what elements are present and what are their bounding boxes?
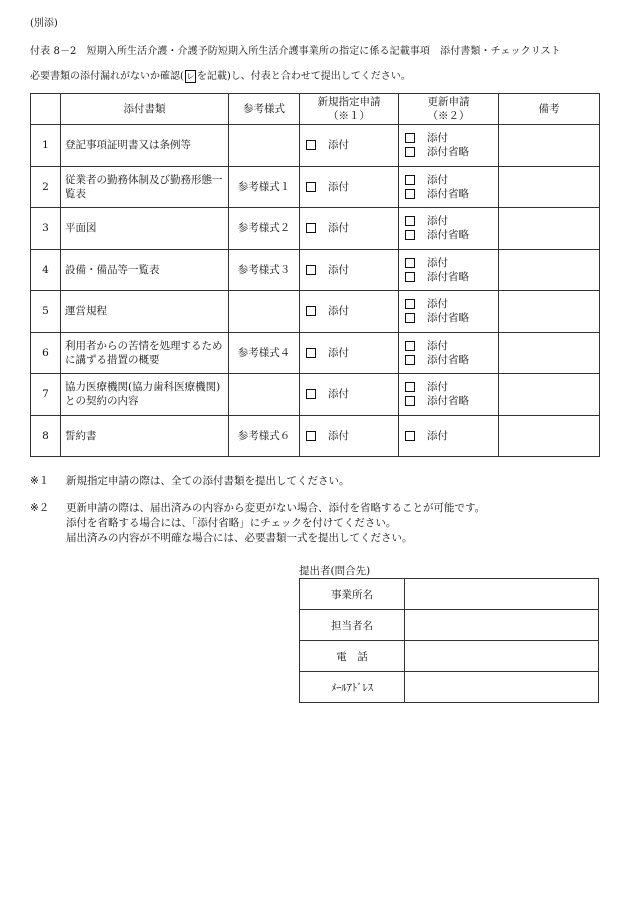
header-new-application xyxy=(300,94,399,125)
checkbox-icon[interactable] xyxy=(405,175,415,185)
row-number: 8 xyxy=(31,415,61,457)
new-option-label: 添付 xyxy=(328,222,349,235)
new-application-cell xyxy=(300,291,399,333)
renew-option-label: 添付 xyxy=(427,298,448,311)
renew-checkbox-row[interactable] xyxy=(403,353,494,367)
row-number: 5 xyxy=(31,291,61,333)
reference-form: 参考様式２ xyxy=(229,208,300,250)
renew-option-label: 添付 xyxy=(427,339,448,352)
note-line: 添付を省略する場合には、「添付省略」にチェックを付けてください。 xyxy=(66,517,397,529)
note-body xyxy=(66,501,485,546)
renew-option-label: 添付 xyxy=(427,429,448,442)
checkbox-icon[interactable] xyxy=(405,133,415,143)
checkbox-icon[interactable] xyxy=(405,272,415,282)
new-application-cell xyxy=(300,332,399,374)
reference-form: 参考様式６ xyxy=(229,415,300,457)
checkbox-icon[interactable] xyxy=(405,258,415,268)
reference-form xyxy=(229,125,300,167)
check-mark-sample: レ xyxy=(186,72,195,81)
renew-checkbox-row[interactable] xyxy=(403,311,494,325)
checkbox-icon[interactable] xyxy=(405,313,415,323)
table-row xyxy=(31,166,600,208)
header-new-line2: （※１） xyxy=(328,110,370,122)
new-option-label: 添付 xyxy=(328,263,349,276)
new-checkbox-row[interactable] xyxy=(304,304,394,318)
renew-option-label: 添付省略 xyxy=(427,395,469,408)
table-row xyxy=(31,208,600,250)
remarks-cell[interactable] xyxy=(499,249,600,291)
renew-option-label: 添付省略 xyxy=(427,146,469,159)
remarks-cell[interactable] xyxy=(499,415,600,457)
renew-checkbox-row[interactable] xyxy=(403,173,494,187)
row-number: 2 xyxy=(31,166,61,208)
renew-option-label: 添付 xyxy=(427,256,448,269)
submitter-label: 提出者(問合先) xyxy=(299,565,371,577)
checkbox-icon[interactable] xyxy=(405,396,415,406)
submitter-row xyxy=(300,641,599,672)
renew-checkbox-row[interactable] xyxy=(403,339,494,353)
renewal-cell xyxy=(399,125,499,167)
checkbox-icon[interactable] xyxy=(405,230,415,240)
submitter-row xyxy=(300,610,599,641)
document-name: 運営規程 xyxy=(61,291,229,333)
header-renew-line2: （※２） xyxy=(427,110,470,122)
renewal-cell xyxy=(399,166,499,208)
checkbox-icon[interactable] xyxy=(306,223,316,233)
new-option-label: 添付 xyxy=(328,305,349,318)
renew-checkbox-row[interactable] xyxy=(403,380,494,394)
note-mark: ※２ xyxy=(30,502,50,514)
new-application-cell xyxy=(300,125,399,167)
note-line: 届出済みの内容が不明確な場合には、必要書類一式を提出してください。 xyxy=(66,532,413,544)
new-option-label: 添付 xyxy=(328,388,349,401)
header-document: 添付書類 xyxy=(61,94,229,125)
header-remarks: 備考 xyxy=(499,94,600,125)
renew-checkbox-row[interactable] xyxy=(403,131,494,145)
checkbox-icon[interactable] xyxy=(405,382,415,392)
document-name: 設備・備品等一覧表 xyxy=(61,249,229,291)
checkbox-icon[interactable] xyxy=(306,348,316,358)
new-application-cell xyxy=(300,208,399,250)
header-no xyxy=(31,94,61,125)
checkbox-icon[interactable] xyxy=(405,189,415,199)
reference-form: 参考様式４ xyxy=(229,332,300,374)
renew-option-label: 添付省略 xyxy=(427,229,469,242)
new-application-cell xyxy=(300,374,399,416)
remarks-cell[interactable] xyxy=(499,166,600,208)
table-row xyxy=(31,125,600,167)
table-row xyxy=(31,249,600,291)
submitter-table xyxy=(299,578,599,703)
checkbox-icon[interactable] xyxy=(306,306,316,316)
renewal-cell xyxy=(399,249,499,291)
note-line: 新規指定申請の際は、全ての添付書類を提出してください。 xyxy=(66,475,350,487)
renewal-cell xyxy=(399,208,499,250)
renew-checkbox-row[interactable] xyxy=(403,187,494,201)
checkbox-icon[interactable] xyxy=(405,355,415,365)
table-row xyxy=(31,415,600,457)
new-option-label: 添付 xyxy=(328,429,349,442)
submitter-field-input[interactable] xyxy=(405,641,599,672)
checkbox-icon[interactable] xyxy=(306,265,316,275)
new-checkbox-row[interactable] xyxy=(304,346,394,360)
submitter-field-input[interactable] xyxy=(405,672,599,703)
remarks-cell[interactable] xyxy=(499,208,600,250)
renew-option-label: 添付省略 xyxy=(427,270,469,283)
renewal-cell xyxy=(399,291,499,333)
renewal-cell xyxy=(399,415,499,457)
renew-option-label: 添付 xyxy=(427,215,448,228)
reference-form xyxy=(229,291,300,333)
submitter-field-label: 事業所名 xyxy=(300,579,405,610)
checkbox-icon[interactable] xyxy=(306,431,316,441)
document-name: 利用者からの苦情を処理するために講ずる措置の概要 xyxy=(61,332,229,374)
submitter-field-input[interactable] xyxy=(405,579,599,610)
renew-option-label: 添付 xyxy=(427,132,448,145)
renew-option-label: 添付 xyxy=(427,381,448,394)
note-line: 更新申請の際は、届出済みの内容から変更がない場合、添付を省略することが可能です。 xyxy=(66,502,486,514)
annex-label: (別添) xyxy=(30,18,58,29)
renew-checkbox-row[interactable] xyxy=(403,270,494,284)
submitter-field-input[interactable] xyxy=(405,610,599,641)
new-checkbox-row[interactable] xyxy=(304,180,394,194)
remarks-cell[interactable] xyxy=(499,291,600,333)
checkbox-icon[interactable] xyxy=(405,431,415,441)
table-row xyxy=(31,374,600,416)
new-option-label: 添付 xyxy=(328,139,349,152)
checkbox-icon[interactable] xyxy=(306,389,316,399)
checkbox-icon[interactable] xyxy=(306,140,316,150)
renewal-cell xyxy=(399,374,499,416)
checkbox-icon[interactable] xyxy=(405,216,415,226)
renew-option-label: 添付省略 xyxy=(427,312,469,325)
new-option-label: 添付 xyxy=(328,346,349,359)
renew-option-label: 添付省略 xyxy=(427,187,469,200)
header-renewal xyxy=(399,94,499,125)
header-reference: 参考様式 xyxy=(229,94,300,125)
row-number: 7 xyxy=(31,374,61,416)
note-mark: ※１ xyxy=(30,475,50,487)
renew-checkbox-row[interactable] xyxy=(403,394,494,408)
renew-checkbox-row[interactable] xyxy=(403,214,494,228)
new-checkbox-row[interactable] xyxy=(304,387,394,401)
submitter-row xyxy=(300,579,599,610)
checkbox-icon[interactable] xyxy=(306,182,316,192)
reference-form: 参考様式３ xyxy=(229,249,300,291)
new-checkbox-row[interactable] xyxy=(304,138,394,152)
new-checkbox-row[interactable] xyxy=(304,221,394,235)
page-title: 付表 8－2 短期入所生活介護・介護予防短期入所生活介護事業所の指定に係る記載事項 添付書類・チェックリスト xyxy=(30,46,561,57)
checkbox-icon[interactable] xyxy=(405,147,415,157)
document-name: 従業者の勤務体制及び勤務形態一覧表 xyxy=(61,166,229,208)
remarks-cell[interactable] xyxy=(499,332,600,374)
document-name: 平面図 xyxy=(61,208,229,250)
document-name: 協力医療機関(協力歯科医療機関)との契約の内容 xyxy=(61,374,229,416)
submitter-row xyxy=(300,672,599,703)
remarks-cell[interactable] xyxy=(499,374,600,416)
submitter-field-label: 電 話 xyxy=(300,641,405,672)
renew-option-label: 添付省略 xyxy=(427,353,469,366)
renew-checkbox-row[interactable] xyxy=(403,297,494,311)
instruction-text xyxy=(30,67,411,83)
submitter-field-label: ﾒｰﾙｱﾄﾞﾚｽ xyxy=(300,672,405,703)
row-number: 3 xyxy=(31,208,61,250)
renew-option-label: 添付 xyxy=(427,173,448,186)
row-number: 1 xyxy=(31,125,61,167)
reference-form xyxy=(229,374,300,416)
renew-checkbox-row[interactable] xyxy=(403,256,494,270)
document-name: 登記事項証明書又は条例等 xyxy=(61,125,229,167)
remarks-cell[interactable] xyxy=(499,125,600,167)
renewal-cell xyxy=(399,332,499,374)
new-option-label: 添付 xyxy=(328,180,349,193)
row-number: 6 xyxy=(31,332,61,374)
header-new-line1: 新規指定申請 xyxy=(317,96,381,108)
checkbox-icon[interactable] xyxy=(405,299,415,309)
note-item xyxy=(30,474,485,489)
instruction-before: 必要書類の添付漏れがないか確認( xyxy=(30,71,184,82)
renew-checkbox-row[interactable] xyxy=(403,429,494,443)
new-checkbox-row[interactable] xyxy=(304,429,394,443)
note-item xyxy=(30,501,485,546)
document-name: 誓約書 xyxy=(61,415,229,457)
renew-checkbox-row[interactable] xyxy=(403,145,494,159)
table-row xyxy=(31,332,600,374)
reference-form: 参考様式１ xyxy=(229,166,300,208)
new-application-cell xyxy=(300,415,399,457)
renew-checkbox-row[interactable] xyxy=(403,228,494,242)
note-body xyxy=(66,474,350,489)
header-renew-line1: 更新申請 xyxy=(427,96,470,108)
checklist-table xyxy=(30,93,600,457)
table-header-row xyxy=(31,94,600,125)
new-checkbox-row[interactable] xyxy=(304,263,394,277)
new-application-cell xyxy=(300,166,399,208)
new-application-cell xyxy=(300,249,399,291)
checkbox-icon[interactable] xyxy=(405,341,415,351)
row-number: 4 xyxy=(31,249,61,291)
instruction-after: を記載)し、付表と合わせて提出してください。 xyxy=(196,71,411,82)
submitter-field-label: 担当者名 xyxy=(300,610,405,641)
notes xyxy=(30,474,485,558)
table-row xyxy=(31,291,600,333)
